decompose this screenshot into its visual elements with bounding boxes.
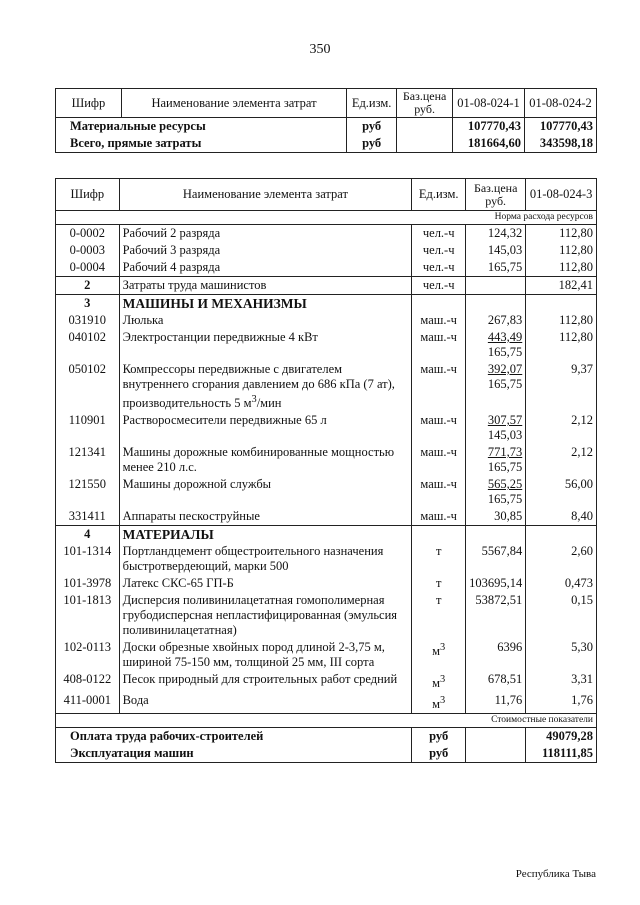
row-code: 102-0113 [56,639,120,671]
table-row [56,692,597,714]
header-code: Шифр [56,89,122,118]
row-code: 121550 [56,476,120,508]
superscript: 3 [440,674,446,686]
row-price: 5567,84 [466,543,526,575]
row-unit: руб [347,135,397,153]
row-price-secondary: 165,75 [487,460,523,475]
superscript: 3 [440,695,446,707]
row-code: 101-1813 [56,592,120,639]
main-table [55,178,597,763]
total-value: 49079,28 [526,728,597,746]
table-row [56,277,597,295]
row-value: 343598,18 [525,135,597,153]
row-unit: м [432,676,441,691]
row-code: 101-1314 [56,543,120,575]
header-col-3: 01-08-024-3 [526,179,597,211]
row-value: 0,473 [526,575,597,592]
row-value: 2,12 [526,444,597,476]
row-value: 56,00 [526,476,597,508]
row-price-secondary: 165,75 [487,377,523,391]
section-title: МАТЕРИАЛЫ [119,526,412,544]
row-unit: чел.-ч [412,242,466,259]
row-code: 101-3978 [56,575,120,592]
row-value: 112,80 [526,242,597,259]
row-price: 443,49 [487,330,523,344]
row-unit: чел.-ч [412,259,466,277]
row-value: 9,37 [526,361,597,412]
row-price: 165,75 [466,259,526,277]
row-unit: маш.-ч [412,329,466,361]
footer-region: Республика Тыва [515,868,596,880]
row-name: Аппараты пескоструйные [119,508,412,526]
top-table [55,88,597,153]
header-unit: Ед.изм. [347,89,397,118]
row-price-secondary: 165,75 [487,492,523,507]
header-unit: Ед.изм. [412,179,466,211]
header-base-price: Баз.цена руб. [466,179,526,211]
table-row [56,444,597,476]
table-row [56,361,597,412]
row-unit: маш.-ч [412,412,466,444]
row-value: 8,40 [526,508,597,526]
row-price: 392,07 [487,362,523,376]
total-unit: руб [412,728,466,746]
row-unit: маш.-ч [412,476,466,508]
row-name: Машины дорожной службы [119,476,412,508]
row-price: 124,32 [466,225,526,243]
row-name: Электростанции передвижные 4 кВт [119,329,412,361]
row-name: Люлька [119,312,412,329]
header-name: Наименование элемента затрат [121,89,346,118]
section-title: МАШИНЫ И МЕХАНИЗМЫ [119,295,412,313]
row-value: 2,12 [526,412,597,444]
table-row [56,118,597,136]
table-row [56,476,597,508]
row-value: 112,80 [526,259,597,277]
row-value: 1,76 [526,692,597,714]
row-name: Песок природный для строительных работ средний [119,671,412,692]
row-price: 6396 [466,639,526,671]
total-value: 118111,85 [526,745,597,763]
total-unit: руб [412,745,466,763]
row-price: 53872,51 [466,592,526,639]
table-row [56,412,597,444]
row-price: 145,03 [466,242,526,259]
row-name: Вода [119,692,412,714]
total-name: Оплата труда рабочих-строителей [56,728,412,746]
row-name: Портландцемент общестроительного назначения быстротвердеющий, марки 500 [119,543,412,575]
row-code: 0-0002 [56,225,120,243]
row-name: Машины дорожные комбинированные мощностью менее 210 л.с. [119,444,412,476]
row-code: 411-0001 [56,692,120,714]
superscript: 3 [251,394,257,405]
row-value: 2,60 [526,543,597,575]
row-unit: маш.-ч [412,508,466,526]
header-col-2: 01-08-024-2 [525,89,597,118]
row-unit: чел.-ч [412,225,466,243]
row-code: 0-0003 [56,242,120,259]
header-name: Наименование элемента затрат [119,179,412,211]
table-row [56,508,597,526]
row-price: 771,73 [487,445,523,460]
table-row [56,225,597,243]
table-row [56,312,597,329]
table-row [56,671,597,692]
row-name: Доски обрезные хвойных пород длиной 2-3,75 м, шириной 75-150 мм, толщиной 25 мм, III сорта [119,639,412,671]
row-price [466,277,526,295]
row-code: 050102 [56,361,120,412]
norm-label: Норма расхода ресурсов [56,211,597,225]
row-code: 121341 [56,444,120,476]
table-row [56,639,597,671]
row-code: 408-0122 [56,671,120,692]
row-unit: маш.-ч [412,444,466,476]
table-row [56,575,597,592]
row-name: Рабочий 4 разряда [119,259,412,277]
row-name: Рабочий 2 разряда [119,225,412,243]
row-unit: т [412,575,466,592]
header-col-1: 01-08-024-1 [453,89,525,118]
row-value: 181664,60 [453,135,525,153]
row-value: 0,15 [526,592,597,639]
row-price: 678,51 [466,671,526,692]
row-value: 182,41 [526,277,597,295]
section-code: 3 [56,295,120,313]
superscript: 3 [440,642,446,654]
row-code: 110901 [56,412,120,444]
row-unit: т [412,543,466,575]
header-base-price: Баз.цена руб. [397,89,453,118]
row-name: Компрессоры передвижные с двигателем внутреннего сгорания давлением до 686 кПа (7 ат), производительность 5 м [122,362,395,411]
row-code: 331411 [56,508,120,526]
row-price-secondary: 165,75 [487,345,523,359]
row-price: 307,57 [487,413,523,428]
row-name: Затраты труда машинистов [119,277,412,295]
row-unit: маш.-ч [412,361,466,412]
table-row [56,242,597,259]
row-name-suffix: /мин [256,396,282,411]
row-unit: чел.-ч [412,277,466,295]
row-name: Материальные ресурсы [56,118,347,136]
row-name: Латекс СКС-65 ГП-Б [119,575,412,592]
row-unit: м [432,697,441,712]
row-unit: маш.-ч [412,312,466,329]
row-value: 3,31 [526,671,597,692]
row-code: 031910 [56,312,120,329]
row-name: Рабочий 3 разряда [119,242,412,259]
row-price: 267,83 [466,312,526,329]
row-price: 103695,14 [466,575,526,592]
row-name: Дисперсия поливинилацетатная гомополимерная грубодисперсная непластифицированная (эмульсия поливинилацетатная) [119,592,412,639]
section-header [56,295,597,313]
row-value: 112,80 [526,329,597,361]
cost-label: Стоимостные показатели [56,714,597,728]
row-price-secondary: 145,03 [487,428,523,443]
table-row [56,329,597,361]
row-value: 112,80 [526,312,597,329]
table-row [56,135,597,153]
header-code: Шифр [56,179,120,211]
section-code: 4 [56,526,120,544]
table-row [56,543,597,575]
table-row [56,592,597,639]
row-code: 0-0004 [56,259,120,277]
row-unit: т [412,592,466,639]
row-name: Растворосмесители передвижные 65 л [119,412,412,444]
section-header [56,526,597,544]
row-value: 5,30 [526,639,597,671]
page-number: 350 [309,42,331,57]
row-price: 565,25 [487,477,523,492]
row-value: 112,80 [526,225,597,243]
row-price: 30,85 [466,508,526,526]
total-row [56,745,597,763]
row-name: Всего, прямые затраты [56,135,347,153]
row-value: 107770,43 [525,118,597,136]
total-row [56,728,597,746]
row-unit: руб [347,118,397,136]
row-code: 040102 [56,329,120,361]
table-row [56,259,597,277]
row-price: 11,76 [466,692,526,714]
total-name: Эксплуатация машин [56,745,412,763]
row-value: 107770,43 [453,118,525,136]
row-code: 2 [56,277,120,295]
row-unit: м [432,644,441,659]
